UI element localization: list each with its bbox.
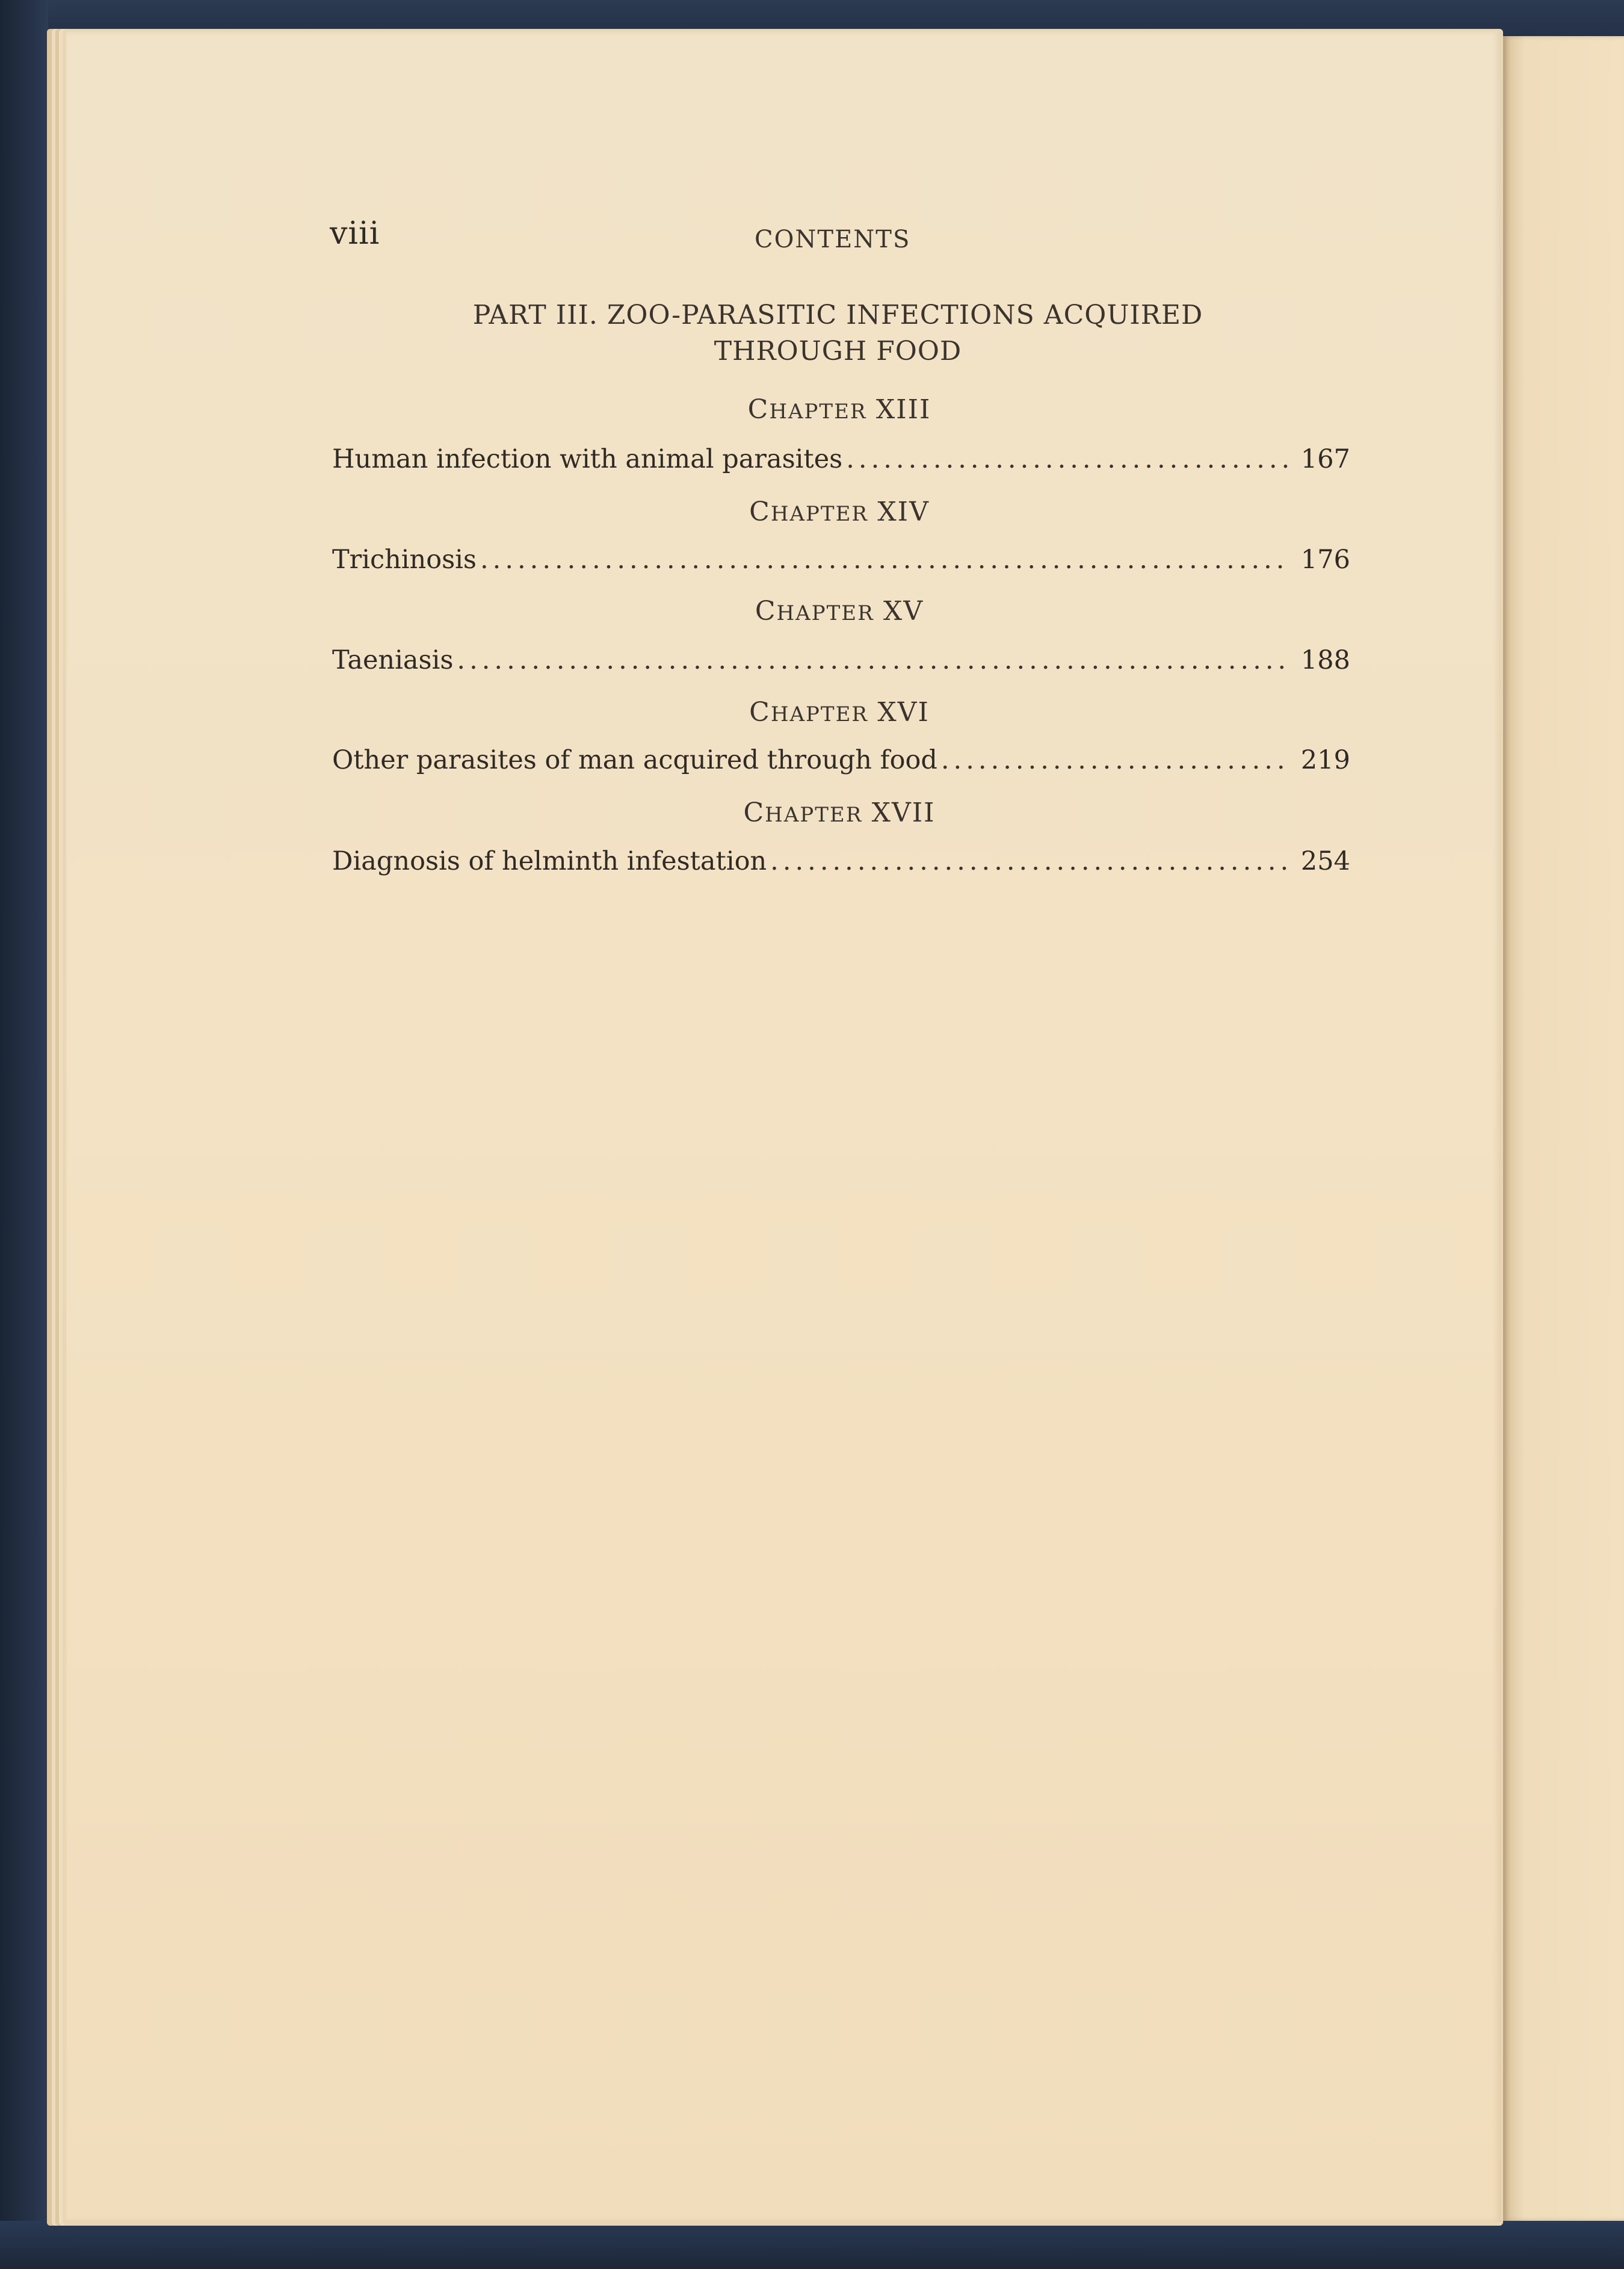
toc-entry[interactable] — [332, 745, 1350, 775]
chapter-numeral: XV — [883, 596, 924, 627]
dot-leader — [941, 745, 1289, 775]
dot-leader — [457, 645, 1289, 675]
toc-entry-page: 167 — [1300, 444, 1350, 474]
dot-leader — [846, 444, 1289, 474]
part-title-line-2: THROUGH FOOD — [714, 336, 962, 367]
toc-entry-title: Human infection with animal parasites — [332, 444, 843, 474]
running-head: CONTENTS — [755, 226, 911, 253]
chapter-heading — [0, 697, 1624, 728]
toc-entry-page: 188 — [1300, 645, 1350, 675]
page-folio: viii — [330, 215, 380, 252]
chapter-word: C — [755, 596, 777, 627]
toc-entry-page: 254 — [1300, 846, 1350, 876]
toc-entry-title: Taeniasis — [332, 645, 454, 675]
toc-entry[interactable] — [332, 645, 1350, 675]
chapter-numeral: XIV — [877, 497, 930, 527]
chapter-word-rest: HAPTER — [770, 502, 868, 526]
toc-entry-title: Trichinosis — [332, 545, 477, 575]
chapter-heading — [0, 797, 1624, 828]
book-cover-bottom — [0, 2221, 1624, 2269]
toc-entry-page: 219 — [1300, 745, 1350, 775]
chapter-heading — [0, 596, 1624, 627]
chapter-word: C — [749, 497, 771, 527]
chapter-word: C — [743, 797, 765, 828]
chapter-numeral: XVII — [871, 797, 936, 828]
toc-entry[interactable] — [332, 444, 1350, 474]
toc-entry[interactable] — [332, 846, 1350, 876]
toc-entry-title: Other parasites of man acquired through food — [332, 745, 937, 775]
toc-entry-page: 176 — [1300, 545, 1350, 575]
chapter-heading — [0, 394, 1624, 425]
chapter-heading — [0, 497, 1624, 527]
chapter-numeral: XVI — [877, 697, 930, 728]
chapter-word-rest: HAPTER — [776, 601, 874, 625]
chapter-word-rest: HAPTER — [770, 702, 868, 726]
chapter-word: C — [747, 394, 770, 425]
chapter-numeral: XIII — [875, 394, 931, 425]
dot-leader — [480, 545, 1289, 575]
dot-leader — [770, 846, 1289, 876]
part-title-line-1: PART III. ZOO-PARASITIC INFECTIONS ACQUIRED — [472, 300, 1203, 330]
chapter-word-rest: HAPTER — [769, 400, 867, 424]
toc-entry-title: Diagnosis of helminth infestation — [332, 846, 767, 876]
toc-entry[interactable] — [332, 545, 1350, 575]
chapter-word: C — [749, 697, 771, 728]
chapter-word-rest: HAPTER — [765, 803, 863, 827]
